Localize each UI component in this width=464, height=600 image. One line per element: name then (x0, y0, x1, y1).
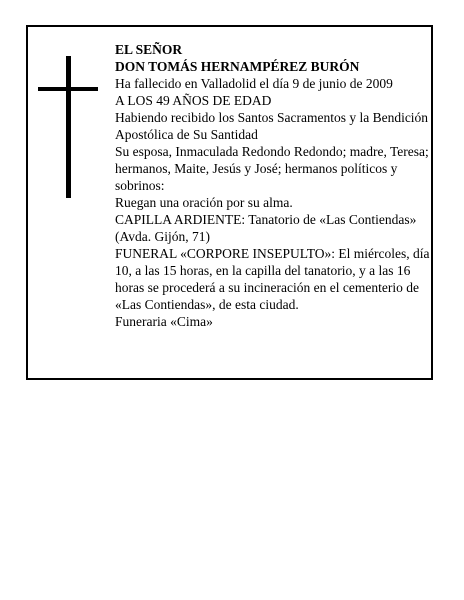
family-statement: Su esposa, Inmaculada Redondo Redondo; madre, Teresa; hermanos, Maite, Jesús y José; hermanos políticos y sobrinos: (115, 144, 429, 193)
death-statement: Ha fallecido en Valladolid el día 9 de junio de 2009 (115, 76, 393, 91)
cross-horizontal-bar (38, 87, 98, 91)
prayer-request: Ruegan una oración por su alma. (115, 195, 293, 210)
obituary-notice (26, 25, 433, 380)
notice-text (115, 41, 433, 330)
cross-vertical-bar (66, 56, 71, 198)
funeral-home: Funeraria «Cima» (115, 314, 213, 329)
notice-heading-title: EL SEÑOR (115, 42, 183, 57)
cross-icon (38, 56, 98, 198)
age-statement: A LOS 49 AÑOS DE EDAD (115, 93, 272, 108)
chapel-info: CAPILLA ARDIENTE: Tanatorio de «Las Contiendas» (Avda. Gijón, 71) (115, 212, 417, 244)
funeral-info: FUNERAL «CORPORE INSEPULTO»: El miércoles, día 10, a las 15 horas, en la capilla del tanatorio, y a las 16 horas se procederá a su incineración en el cementerio de «Las Contiendas», de esta ciudad. (115, 246, 430, 312)
deceased-name: DON TOMÁS HERNAMPÉREZ BURÓN (115, 59, 360, 74)
sacraments-statement: Habiendo recibido los Santos Sacramentos y la Bendición Apostólica de Su Santidad (115, 110, 429, 142)
